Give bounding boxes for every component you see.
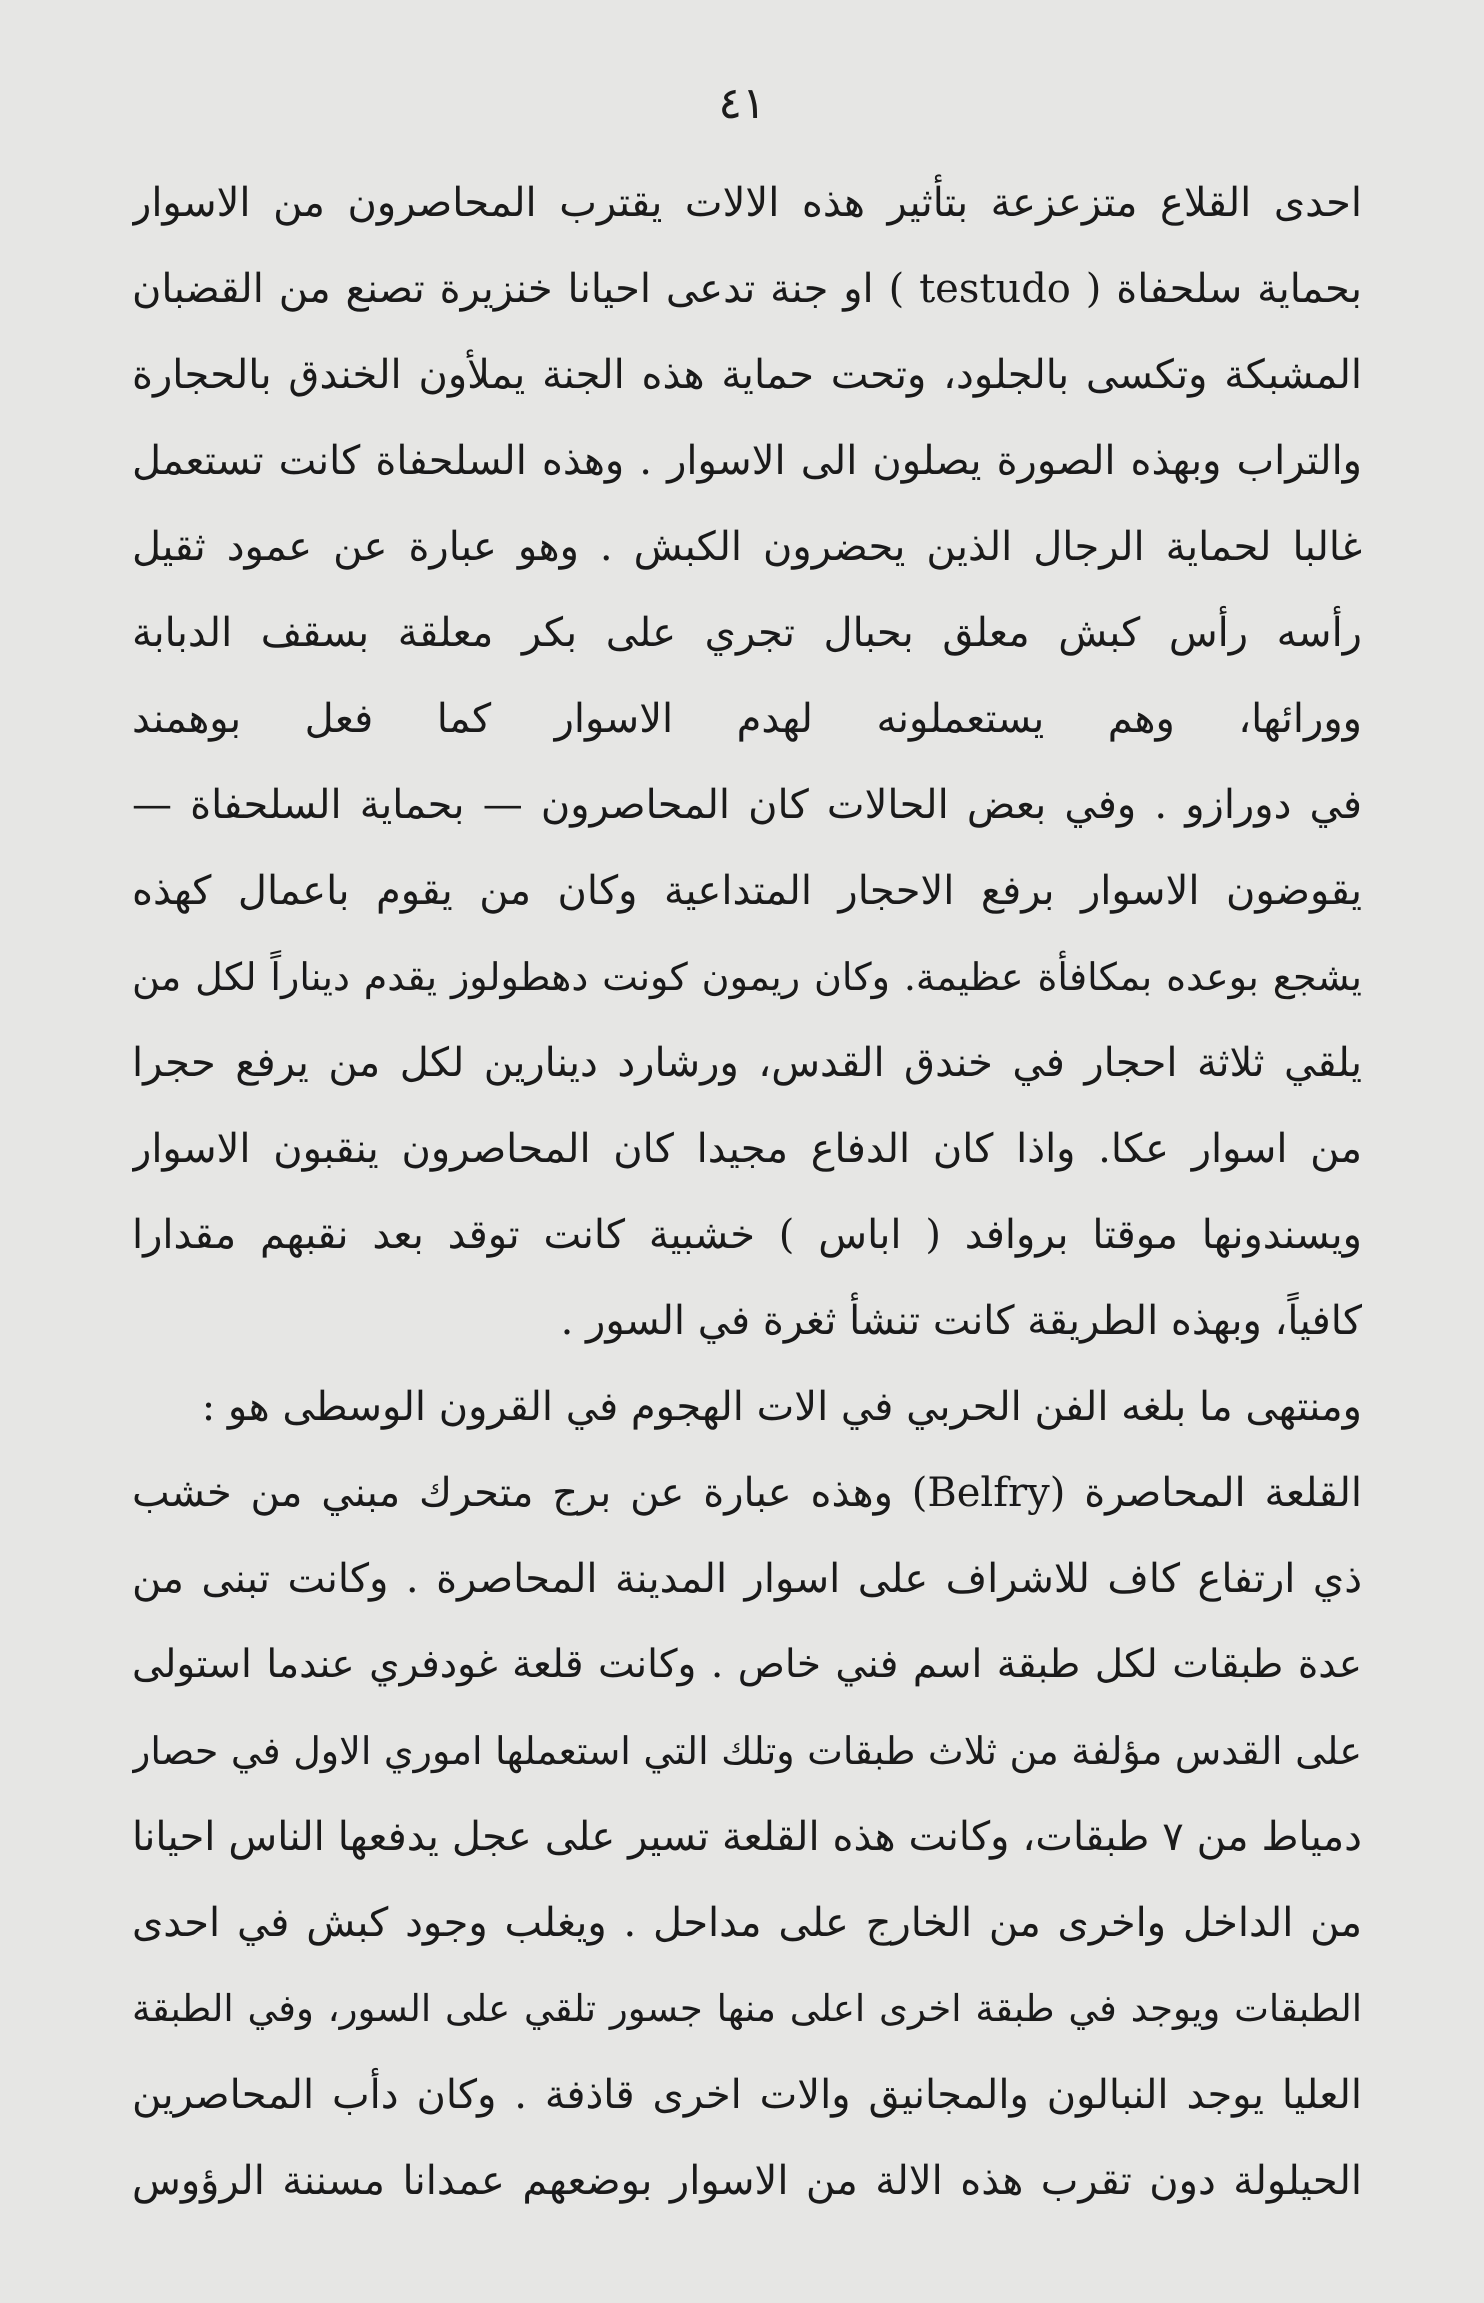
text-line: في دورازو . وفي بعض الحالات كان المحاصرون — بحماية السلحفاة — xyxy=(132,782,1362,828)
body-text xyxy=(132,160,1362,2224)
text-line: احدى القلاع متزعزعة بتأثير هذه الالات يقترب المحاصرون من الاسوار xyxy=(132,180,1362,226)
text-line: على القدس مؤلفة من ثلاث طبقات وتلك التي استعملها اموري الاول في حصار xyxy=(132,1729,1362,1773)
text-line: غالبا لحماية الرجال الذين يحضرون الكبش . وهو عبارة عن عمود ثقيل xyxy=(132,524,1362,570)
text-line: يشجع بوعده بمكافأة عظيمة. وكان ريمون كونت دهطولوز يقدم ديناراً لكل من xyxy=(132,955,1362,999)
text-line: القلعة المحاصرة (Belfry) وهذه عبارة عن برج متحرك مبني من خشب xyxy=(132,1470,1362,1516)
text-line: المشبكة وتكسى بالجلود، وتحت حماية هذه الجنة يملأون الخندق بالحجارة xyxy=(132,352,1362,398)
paragraph-end-line: كافياً، وبهذه الطريقة كانت تنشأ ثغرة في السور . xyxy=(560,1298,1362,1344)
text-line: عدة طبقات لكل طبقة اسم فني خاص . وكانت قلعة غودفري عندما استولى xyxy=(132,1642,1362,1687)
text-line: يقوضون الاسوار برفع الاحجار المتداعية وكان من يقوم باعمال كهذه xyxy=(132,868,1362,914)
text-line: رأسه رأس كبش معلق بحبال تجري على بكر معلقة بسقف الدبابة xyxy=(132,610,1362,656)
text-line: الحيلولة دون تقرب هذه الالة من الاسوار بوضعهم عمدانا مسننة الرؤوس xyxy=(132,2158,1362,2204)
text-line: والتراب وبهذه الصورة يصلون الى الاسوار . وهذه السلحفاة كانت تستعمل xyxy=(132,438,1362,484)
text-line: ومنتهى ما بلغه الفن الحربي في الات الهجوم في القرون الوسطى هو : xyxy=(201,1384,1362,1430)
page-number: ٤١ xyxy=(718,78,766,129)
text-line: من اسوار عكا. واذا كان الدفاع مجيدا كان المحاصرون ينقبون الاسوار xyxy=(132,1126,1362,1172)
text-line: الطبقات ويوجد في طبقة اخرى اعلى منها جسور تلقي على السور، وفي الطبقة xyxy=(132,1987,1362,2030)
text-line: وورائها، وهم يستعملونه لهدم الاسوار كما فعل بوهمند xyxy=(132,696,1362,742)
text-line: من الداخل واخرى من الخارج على مداحل . ويغلب وجود كبش في احدى xyxy=(132,1900,1362,1946)
text-line: بحماية سلحفاة ( testudo ) او جنة تدعى احيانا خنزيرة تصنع من القضبان xyxy=(132,266,1362,312)
text-line: ويسندونها موقتا بروافد ( اباس ) خشبية كانت توقد بعد نقبهم مقدارا xyxy=(132,1212,1362,1258)
text-line: يلقي ثلاثة احجار في خندق القدس، ورشارد دينارين لكل من يرفع حجرا xyxy=(132,1040,1362,1086)
text-line: ذي ارتفاع كاف للاشراف على اسوار المدينة المحاصرة . وكانت تبنى من xyxy=(132,1556,1362,1602)
text-line: العليا يوجد النبالون والمجانيق والات اخرى قاذفة . وكان دأب المحاصرين xyxy=(132,2072,1362,2118)
text-line: دمياط من ٧ طبقات، وكانت هذه القلعة تسير على عجل يدفعها الناس احيانا xyxy=(132,1814,1362,1860)
